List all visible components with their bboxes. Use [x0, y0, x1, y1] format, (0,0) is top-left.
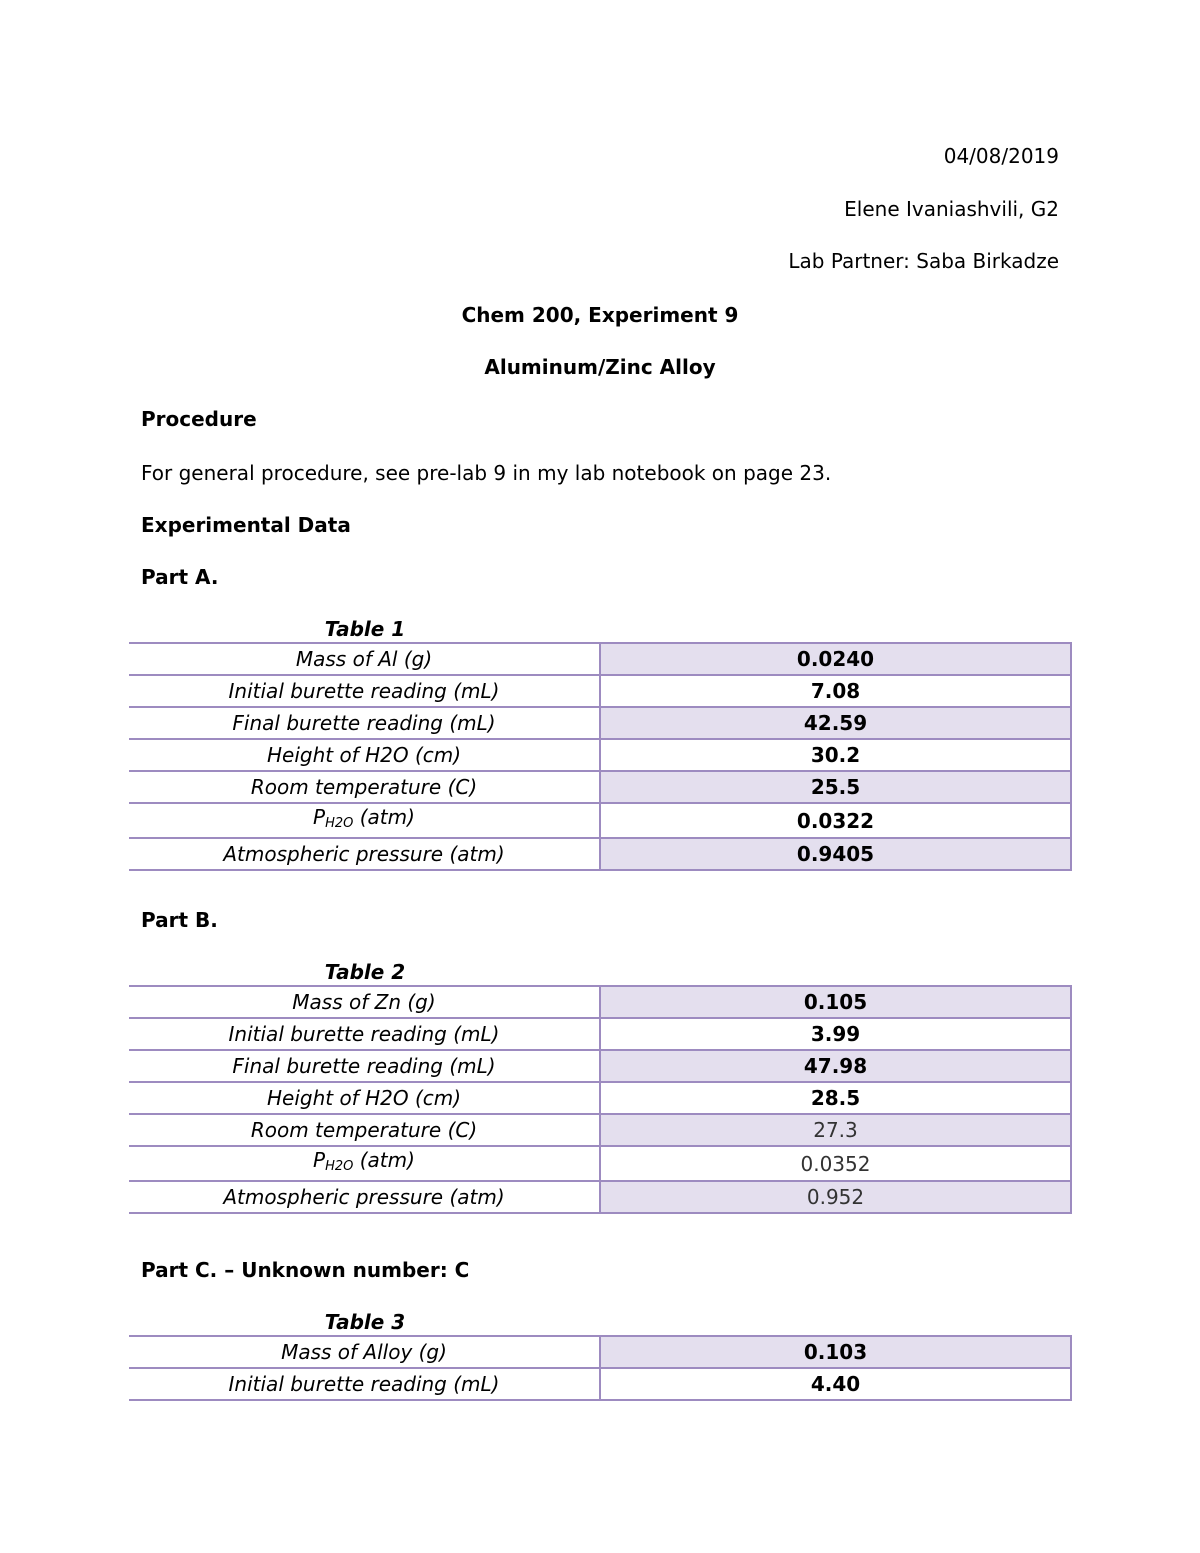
row-value: 47.98 [600, 1050, 1071, 1082]
table-row [129, 1050, 1071, 1082]
row-value: 27.3 [600, 1114, 1071, 1146]
row-label: Height of H2O (cm) [129, 1082, 600, 1114]
table-row [129, 707, 1071, 739]
table-row [129, 1181, 1071, 1213]
row-label: Final burette reading (mL) [129, 1050, 600, 1082]
table-row [129, 1146, 1071, 1181]
table-2-title: Table 2 [324, 960, 406, 984]
row-value: 0.952 [600, 1181, 1071, 1213]
table-row [129, 1114, 1071, 1146]
row-value: 3.99 [600, 1018, 1071, 1050]
row-value: 25.5 [600, 771, 1071, 803]
table-2 [129, 985, 1072, 1214]
table-row [129, 986, 1071, 1018]
row-label: Room temperature (C) [129, 1114, 600, 1146]
experimental-heading: Experimental Data [141, 513, 351, 537]
part-c-heading: Part C. – Unknown number: C [141, 1258, 470, 1282]
row-label: Initial burette reading (mL) [129, 1368, 600, 1400]
label-tail: (atm) [353, 805, 415, 829]
row-value: 30.2 [600, 739, 1071, 771]
table-row [129, 838, 1071, 870]
row-label: Atmospheric pressure (atm) [129, 838, 600, 870]
row-label: Mass of Al (g) [129, 643, 600, 675]
row-value: 4.40 [600, 1368, 1071, 1400]
author: Elene Ivaniashvili, G2 [844, 197, 1059, 221]
table-3-title: Table 3 [324, 1310, 406, 1334]
row-label: Final burette reading (mL) [129, 707, 600, 739]
table-row [129, 1082, 1071, 1114]
row-value: 0.103 [600, 1336, 1071, 1368]
table-3 [129, 1335, 1072, 1401]
course-title: Chem 200, Experiment 9 [461, 303, 739, 327]
label-subscript: H2O [325, 816, 354, 831]
row-value: 0.0352 [600, 1146, 1071, 1181]
part-b-heading: Part B. [141, 908, 218, 932]
label-main: P [313, 1148, 326, 1172]
row-value: 0.105 [600, 986, 1071, 1018]
row-label: Height of H2O (cm) [129, 739, 600, 771]
row-label: Atmospheric pressure (atm) [129, 1181, 600, 1213]
row-label: Initial burette reading (mL) [129, 1018, 600, 1050]
table-row [129, 1368, 1071, 1400]
label-tail: (atm) [353, 1148, 415, 1172]
row-value: 0.0322 [600, 803, 1071, 838]
table-row [129, 675, 1071, 707]
row-value: 0.0240 [600, 643, 1071, 675]
table-row [129, 1018, 1071, 1050]
label-main: P [313, 805, 326, 829]
table-1-title: Table 1 [324, 617, 406, 641]
date: 04/08/2019 [943, 144, 1059, 168]
lab-partner: Lab Partner: Saba Birkadze [788, 249, 1059, 273]
row-value: 0.9405 [600, 838, 1071, 870]
row-value: 7.08 [600, 675, 1071, 707]
procedure-heading: Procedure [141, 407, 257, 431]
row-label: Mass of Zn (g) [129, 986, 600, 1018]
row-label [129, 803, 600, 838]
table-row [129, 1336, 1071, 1368]
table-row [129, 739, 1071, 771]
row-label [129, 1146, 600, 1181]
row-value: 42.59 [600, 707, 1071, 739]
row-label: Initial burette reading (mL) [129, 675, 600, 707]
row-label: Room temperature (C) [129, 771, 600, 803]
table-1 [129, 642, 1072, 871]
row-value: 28.5 [600, 1082, 1071, 1114]
procedure-text: For general procedure, see pre-lab 9 in my lab notebook on page 23. [141, 461, 832, 485]
table-row [129, 771, 1071, 803]
row-label: Mass of Alloy (g) [129, 1336, 600, 1368]
part-a-heading: Part A. [141, 565, 219, 589]
report-title: Aluminum/Zinc Alloy [484, 355, 716, 379]
table-row [129, 643, 1071, 675]
label-subscript: H2O [325, 1159, 354, 1174]
table-row [129, 803, 1071, 838]
